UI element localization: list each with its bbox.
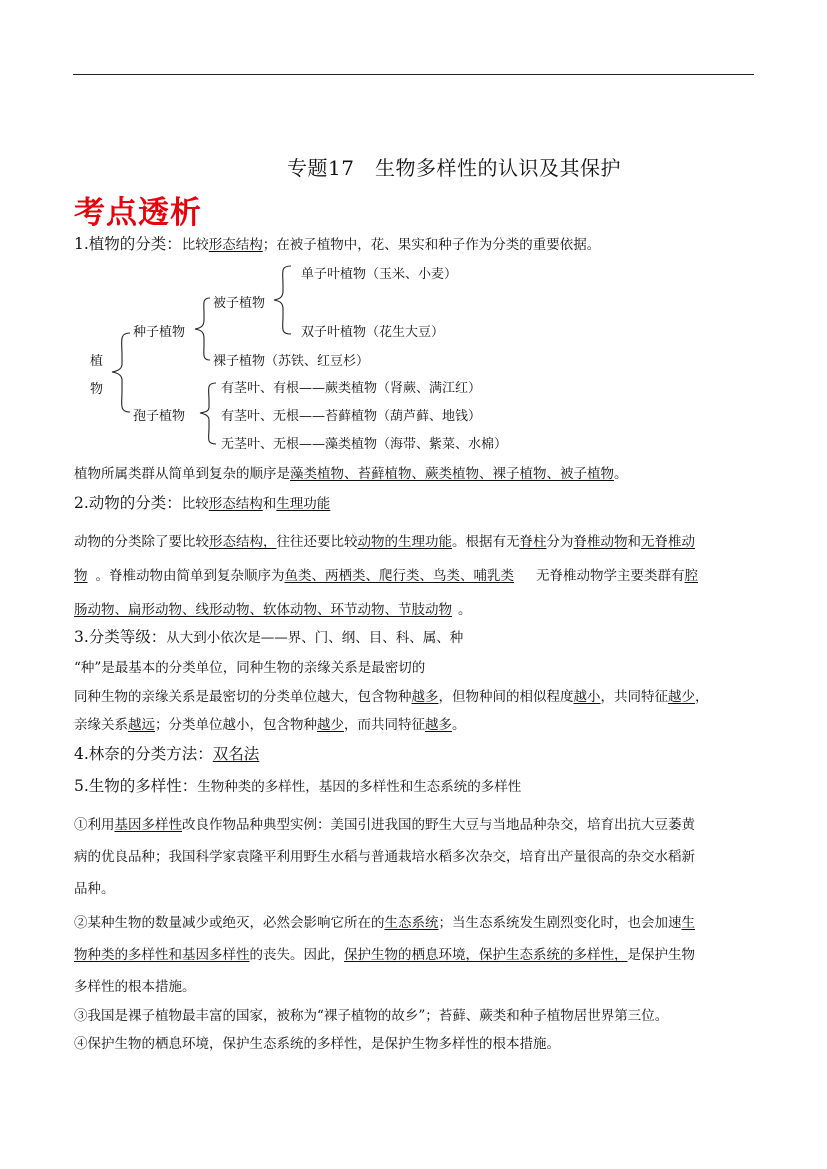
- tree-moss: 有茎叶、无根——苔藓植物（葫芦藓、地钱）: [221, 409, 482, 424]
- brace-angiosperm: [274, 266, 291, 334]
- tree-angiosperm: 被子植物: [213, 296, 266, 311]
- biodiversity-line: 5.生物的多样性：生物种类的多样性，基因的多样性和生态系统的多样性: [74, 777, 522, 795]
- underlined-term: 藻类植物、苔藓植物、蕨类植物、裸子植物、被子植物: [290, 466, 614, 482]
- point-2-line-3: 多样性的根本措施。: [74, 979, 196, 995]
- brace-root: [112, 333, 130, 412]
- tree-algae: 无茎叶、无根——藻类植物（海带、紫菜、水棉）: [221, 437, 508, 452]
- point-1-line-1: ①利用基因多样性改良作物品种典型实例：美国引进我国的野生大豆与当地品种杂交，培育出抗大豆萎黄: [74, 817, 695, 833]
- section-heading: 2.动物的分类：: [74, 494, 182, 512]
- plant-order-line: 植物所属类群从简单到复杂的顺序是藻类植物、苔藓植物、蕨类植物、裸子植物、被子植物。: [74, 466, 628, 482]
- plant-classification-line: 1.植物的分类：比较形态结构；在被子植物中，花、果实和种子作为分类的重要依据。: [74, 235, 601, 253]
- section-banner: 考点透析: [74, 195, 202, 231]
- point-2-line-1: ②某种生物的数量减少或绝灭，必然会影响它所在的生态系统；当生态系统发生剧烈变化时，也会加速生: [74, 915, 695, 931]
- point-3: ③我国是裸子植物最丰富的国家，被称为“裸子植物的故乡”；苔藓、蕨类和种子植物居世界第三位。: [74, 1008, 669, 1024]
- animal-para-line-2: 物 。脊椎动物由简单到复杂顺序为鱼类、两栖类、爬行类、鸟类、哺乳类 无脊椎动物学主要类群有腔: [74, 568, 698, 584]
- section-heading: 3.分类等级：: [74, 628, 167, 646]
- point-4: ④保护生物的栖息环境，保护生态系统的多样性，是保护生物多样性的根本措施。: [74, 1036, 560, 1052]
- linnaeus-line: 4.林奈的分类方法：双名法: [74, 745, 260, 763]
- tree-seed-plants: 种子植物: [133, 325, 186, 340]
- species-note: “种”是最基本的分类单位，同种生物的亲缘关系是最密切的: [74, 660, 426, 676]
- tree-gymnosperm: 裸子植物（苏铁、红豆杉）: [213, 354, 370, 369]
- section-heading: 4.林奈的分类方法：: [74, 745, 213, 763]
- tree-spore-plants: 孢子植物: [133, 409, 186, 424]
- tree-fern: 有茎叶、有根——蕨类植物（肾蕨、满江红）: [221, 381, 482, 396]
- underlined-term: 形态结构: [208, 237, 263, 253]
- animal-para-line-3: 肠动物、扁形动物、线形动物、软体动物、环节动物、节肢动物 。: [74, 602, 472, 618]
- point-1-line-2: 病的优良品种；我国科学家袁隆平利用野生水稻与普通栽培水稻多次杂交，培育出产量很高的杂交水稻新: [74, 849, 695, 865]
- tree-root-char-2: 物: [90, 382, 104, 397]
- brace-seed: [195, 298, 210, 360]
- taxonomy-levels-line: 3.分类等级：从大到小依次是——界、门、纲、目、科、属、种: [74, 628, 464, 646]
- tree-dicot: 双子叶植物（花生大豆）: [301, 325, 445, 340]
- section-heading: 1.植物的分类：: [74, 235, 182, 253]
- point-2-line-2: 物种类的多样性和基因多样性的丧失。因此，保护生物的栖息环境，保护生态系统的多样性，是保护生物: [74, 947, 695, 963]
- taxonomy-para-line-1: 同种生物的亲缘关系是最密切的分类单位越大，包含物种越多，但物种间的相似程度越小，共同特征越少，: [74, 689, 709, 705]
- section-heading: 5.生物的多样性：: [74, 777, 198, 795]
- taxonomy-para-line-2: 亲缘关系越远；分类单位越小，包含物种越少，而共同特征越多。: [74, 717, 466, 733]
- tree-root-char-1: 植: [90, 354, 104, 369]
- animal-classification-line: 2.动物的分类：比较形态结构和生理功能: [74, 494, 331, 512]
- point-1-line-3: 品种。: [74, 881, 115, 897]
- brace-spore: [200, 383, 216, 444]
- animal-para-line-1: 动物的分类除了要比较形态结构，往往还要比较动物的生理功能。根据有无脊柱分为脊椎动物和无脊椎动: [74, 534, 695, 550]
- page-title: 专题17 生物多样性的认识及其保护: [287, 156, 621, 180]
- tree-monocot: 单子叶植物（玉米、小麦）: [301, 267, 458, 282]
